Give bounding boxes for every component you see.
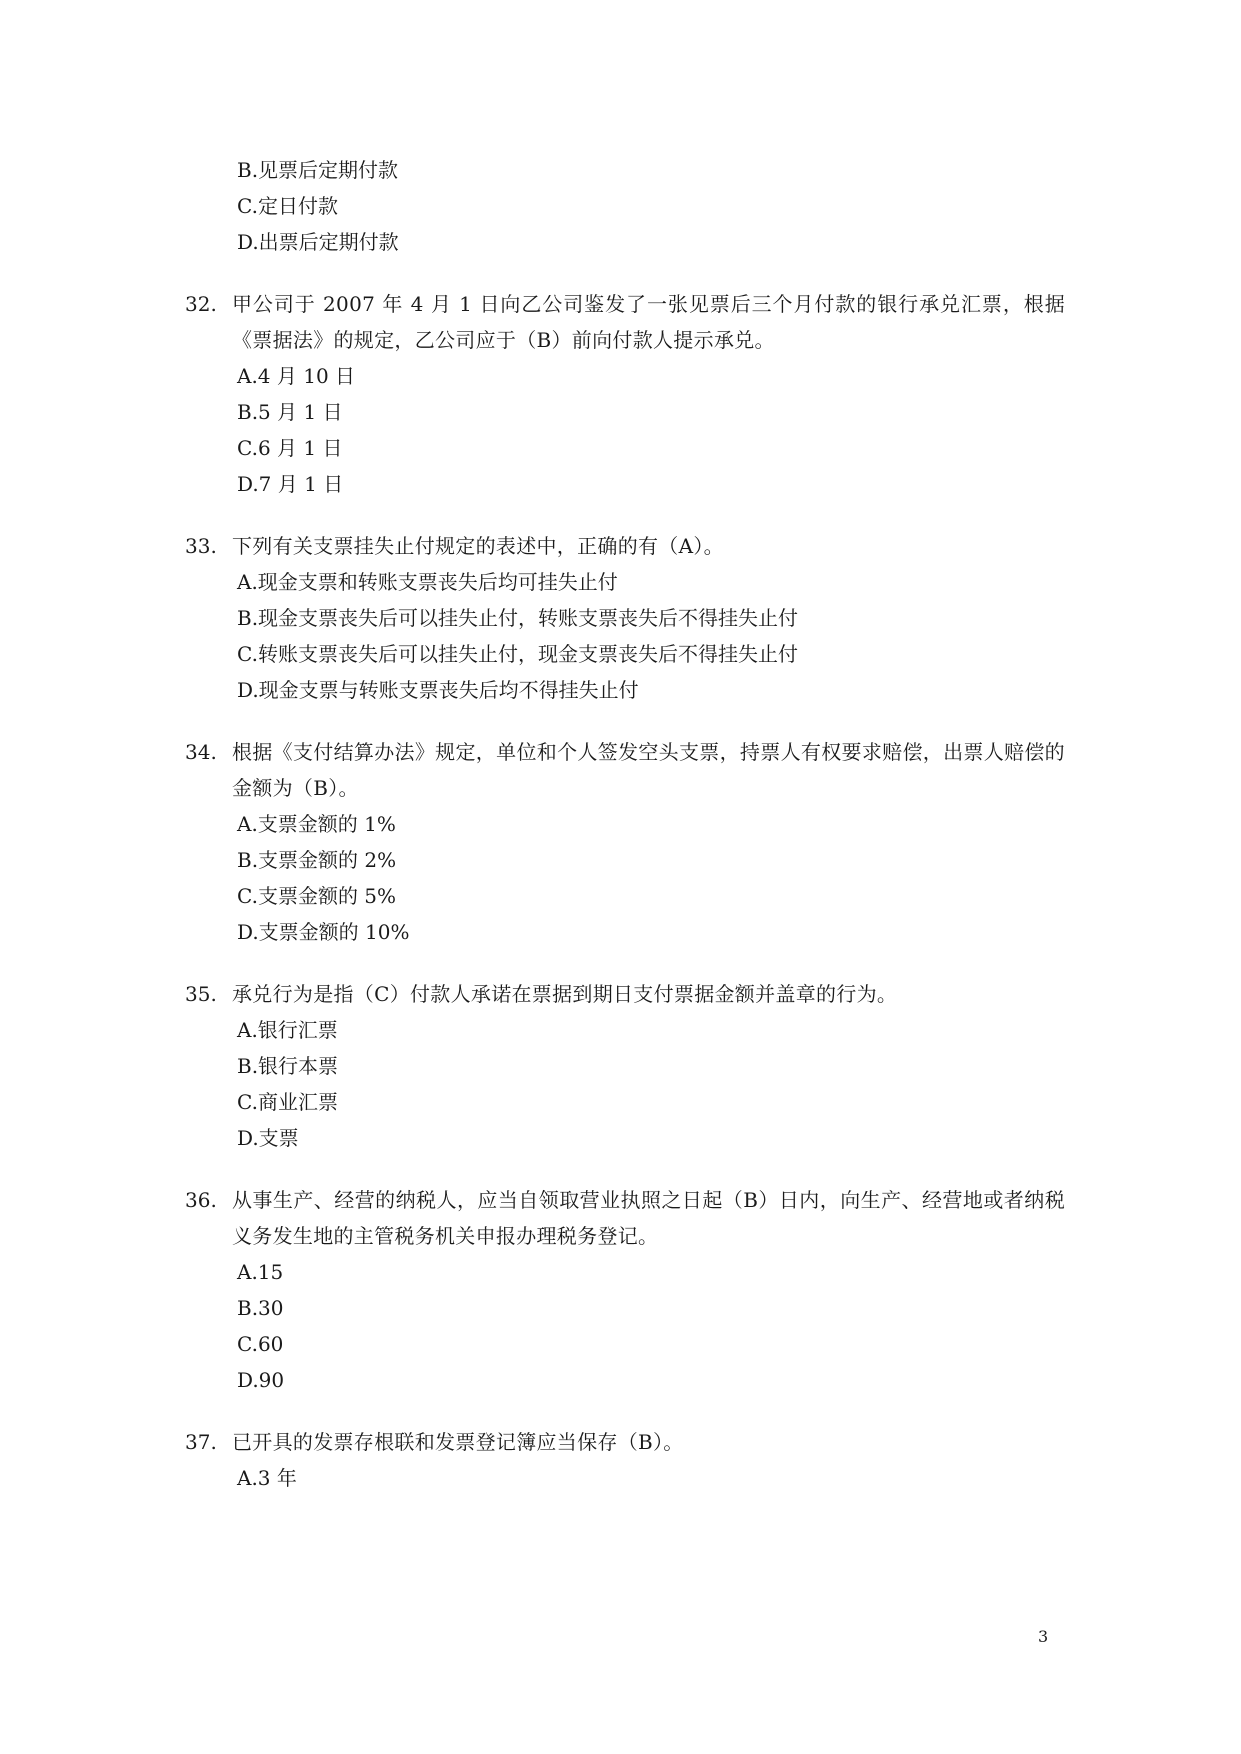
option: A.现金支票和转账支票丧失后均可挂失止付 [237, 570, 618, 594]
option: C.定日付款 [237, 194, 338, 218]
question-32 [185, 286, 1065, 502]
option: B.支票金额的 2% [237, 848, 397, 872]
option: A.支票金额的 1% [237, 812, 396, 836]
option: A.4 月 10 日 [237, 364, 356, 388]
option: D.出票后定期付款 [237, 230, 399, 254]
option: B.5 月 1 日 [237, 400, 343, 424]
question-number: 35. [185, 982, 217, 1006]
option: A.3 年 [237, 1466, 297, 1490]
option: C.商业汇票 [237, 1090, 338, 1114]
question-33 [185, 528, 1065, 708]
question-text: 下列有关支票挂失止付规定的表述中，正确的有（A）。 [232, 534, 724, 558]
option: A.15 [237, 1260, 284, 1284]
question-number: 33. [185, 534, 217, 558]
option: B.银行本票 [237, 1054, 339, 1078]
question-number: 37. [185, 1430, 217, 1454]
question-34 [185, 734, 1065, 950]
option: B.现金支票丧失后可以挂失止付，转账支票丧失后不得挂失止付 [237, 606, 799, 630]
option: C.60 [237, 1332, 284, 1356]
question-number: 36. [185, 1188, 217, 1212]
question-36 [185, 1182, 1065, 1398]
page-number: 3 [1038, 1627, 1049, 1646]
question-text: 根据《支付结算办法》规定，单位和个人签发空头支票，持票人有权要求赔偿，出票人赔偿的金额为（B）。 [232, 740, 1065, 800]
option: D.支票金额的 10% [237, 920, 410, 944]
question-number: 34. [185, 740, 217, 764]
question-37 [185, 1424, 1065, 1496]
question-35 [185, 976, 1065, 1156]
option: D.支票 [237, 1126, 299, 1150]
option: D.90 [237, 1368, 285, 1392]
option: D.现金支票与转账支票丧失后均不得挂失止付 [237, 678, 639, 702]
question-text: 已开具的发票存根联和发票登记簿应当保存（B）。 [232, 1430, 684, 1454]
option: B.30 [237, 1296, 284, 1320]
option: D.7 月 1 日 [237, 472, 344, 496]
continued-options [185, 152, 1065, 260]
page-content [185, 152, 1065, 1496]
option: C.支票金额的 5% [237, 884, 397, 908]
option: B.见票后定期付款 [237, 158, 399, 182]
question-text: 甲公司于 2007 年 4 月 1 日向乙公司鉴发了一张见票后三个月付款的银行承兑汇票，根据《票据法》的规定，乙公司应于（B）前向付款人提示承兑。 [232, 292, 1065, 352]
option: A.银行汇票 [237, 1018, 338, 1042]
question-text: 从事生产、经营的纳税人，应当自领取营业执照之日起（B）日内，向生产、经营地或者纳税义务发生地的主管税务机关申报办理税务登记。 [232, 1188, 1065, 1248]
question-text: 承兑行为是指（C）付款人承诺在票据到期日支付票据金额并盖章的行为。 [232, 982, 898, 1006]
question-number: 32. [185, 292, 217, 316]
option: C.转账支票丧失后可以挂失止付，现金支票丧失后不得挂失止付 [237, 642, 798, 666]
option: C.6 月 1 日 [237, 436, 343, 460]
